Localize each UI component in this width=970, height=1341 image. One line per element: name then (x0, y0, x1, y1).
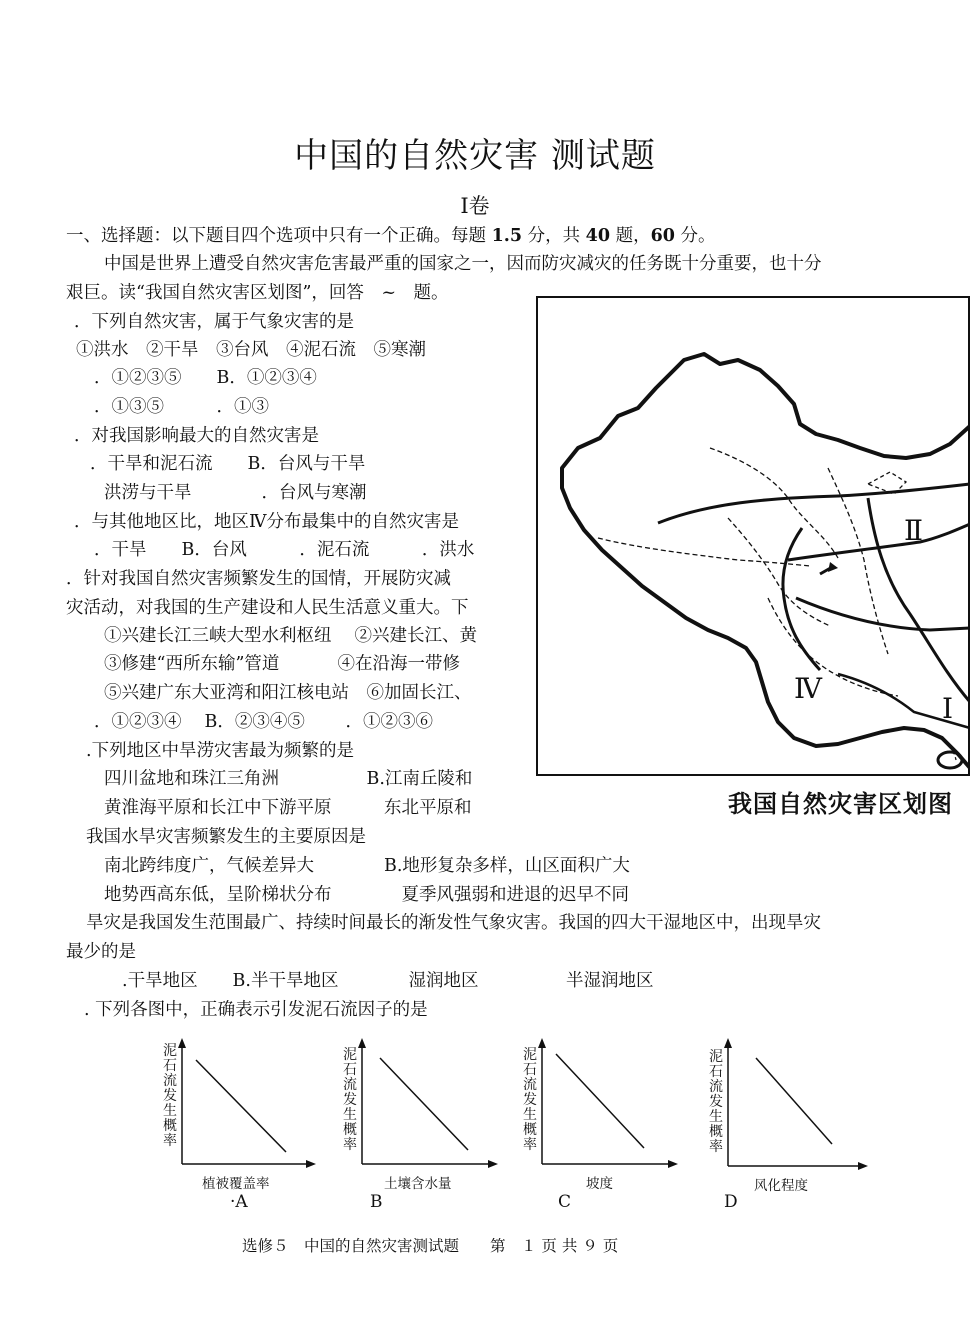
graph-d-xlabel: 风化程度 (754, 1178, 808, 1194)
map-caption: 我国自然灾害区划图 (728, 790, 953, 818)
graph-c-trend-line (556, 1054, 644, 1148)
intro-line-2: 艰巨。读“我国自然灾害区划图”，回答 ~ 题。 (66, 283, 449, 303)
question-6-options-ab: 南北跨纬度广，气候差异大 B.地形复杂多样，山区面积广大 (104, 856, 630, 876)
graph-a (162, 1034, 332, 1212)
section-title: Ⅰ卷 (460, 194, 490, 218)
instructions-points: 1.5 (491, 226, 523, 246)
question-4-items-56: ⑤兴建广东大亚湾和阳江核电站 ⑥加固长江、 (104, 683, 472, 703)
question-8-stem: . 下列各图中，正确表示引发泥石流因子的是 (84, 1000, 428, 1020)
instructions-total: 60 (650, 226, 675, 246)
graph-b-letter: B (370, 1192, 383, 1212)
graph-c-xlabel: 坡度 (586, 1176, 613, 1192)
region-label-i: Ⅰ (942, 692, 954, 725)
question-2-stem: ．对我国影响最大的自然灾害是 (74, 426, 319, 446)
question-4-stem-2: 灾活动，对我国的生产建设和人民生活意义重大。下 (66, 598, 469, 618)
intro-line-1: 中国是世界上遭受自然灾害危害最严重的国家之一，因而防灾减灾的任务既十分重要，也十分 (104, 254, 822, 274)
graph-d-trend-line (756, 1058, 832, 1144)
graph-b-ylabel: 泥 石 流 发 生 概 率 (343, 1047, 357, 1153)
graph-a-axes (162, 1034, 332, 1194)
region-label-ii: Ⅱ (904, 514, 924, 547)
region-label-iv: Ⅳ (794, 672, 822, 705)
question-3-stem: ．与其他地区比，地区Ⅳ分布最集中的自然灾害是 (74, 512, 459, 532)
question-5-options-cd: 黄淮海平原和长江中下游平原 东北平原和 (104, 798, 472, 818)
graph-b (340, 1034, 510, 1212)
question-6-options-cd: 地势西高东低，呈阶梯状分布 夏季风强弱和进退的迟早不同 (104, 885, 629, 905)
graph-a-ylabel: 泥 石 流 发 生 概 率 (163, 1043, 177, 1149)
graph-d (704, 1034, 884, 1212)
graph-b-xlabel: 土壤含水量 (384, 1176, 452, 1192)
graph-a-trend-line (196, 1060, 286, 1152)
instructions-prefix: 一、选择题：以下题目四个选项中只有一个正确。每题 (66, 226, 492, 246)
question-5-stem: .下列地区中旱涝灾害最为频繁的是 (86, 741, 355, 761)
question-4-options: ．①②③④ B．②③④⑤ ．①②③⑥ (94, 712, 433, 732)
instructions-count: 40 (585, 226, 611, 246)
question-7-stem-1: 旱灾是我国发生范围最广、持续时间最长的渐发性气象灾害。我国的四大干湿地区中，出现旱灾 (86, 913, 821, 933)
graph-c-ylabel: 泥 石 流 发 生 概 率 (523, 1047, 537, 1153)
graph-d-ylabel: 泥 石 流 发 生 概 率 (709, 1049, 723, 1155)
instructions-mid2: 题， (610, 226, 651, 246)
page-footer: 选修５ 中国的自然灾害测试题 第 １ 页 共 ９ 页 (242, 1237, 619, 1255)
question-4-items-34: ③修建“西所东输”管道 ④在沿海一带修 (104, 654, 460, 674)
graph-c (522, 1034, 692, 1212)
question-4-items-12: ①兴建长江三峡大型水利枢纽 ②兴建长江、黄 (104, 626, 478, 646)
graph-d-letter: D (724, 1192, 738, 1212)
question-2-options-ab: ．干旱和泥石流 B．台风与干旱 (90, 454, 366, 474)
graph-d-axes (704, 1034, 884, 1194)
question-1-options-ab: ．①②③⑤ B．①②③④ (94, 368, 317, 388)
question-7-stem-2: 最少的是 (66, 942, 136, 962)
instructions-mid1: 分，共 (522, 226, 586, 246)
graph-c-axes (522, 1034, 692, 1194)
question-3-options: ．干旱 B．台风 ．泥石流 ．洪水 (94, 540, 475, 560)
question-4-stem-1: ．针对我国自然灾害频繁发生的国情，开展防灾减 (66, 569, 451, 589)
question-1-stem: ．下列自然灾害，属于气象灾害的是 (74, 312, 354, 332)
graph-b-axes (340, 1034, 510, 1194)
graph-c-letter: C (558, 1192, 572, 1212)
graph-a-letter: ·A (230, 1192, 248, 1212)
instructions (66, 224, 716, 248)
question-1-items: ①洪水 ②干旱 ③台风 ④泥石流 ⑤寒潮 (76, 340, 426, 360)
question-7-options: .干旱地区 B.半干旱地区 湿润地区 半湿润地区 (122, 971, 654, 991)
graph-b-trend-line (380, 1058, 468, 1150)
disaster-zoning-map (536, 296, 970, 776)
question-2-options-cd: 洪涝与干旱 ．台风与寒潮 (104, 483, 367, 503)
instructions-suffix: 分。 (674, 226, 716, 246)
question-5-options-ab: 四川盆地和珠江三角洲 B.江南丘陵和 (104, 769, 473, 789)
graph-a-xlabel: 植被覆盖率 (202, 1176, 270, 1192)
question-6-stem: 我国水旱灾害频繁发生的主要原因是 (86, 827, 366, 847)
page-title: 中国的自然灾害 测试题 (294, 136, 656, 176)
question-1-options-cd: ．①③⑤ ．①③ (94, 397, 269, 417)
